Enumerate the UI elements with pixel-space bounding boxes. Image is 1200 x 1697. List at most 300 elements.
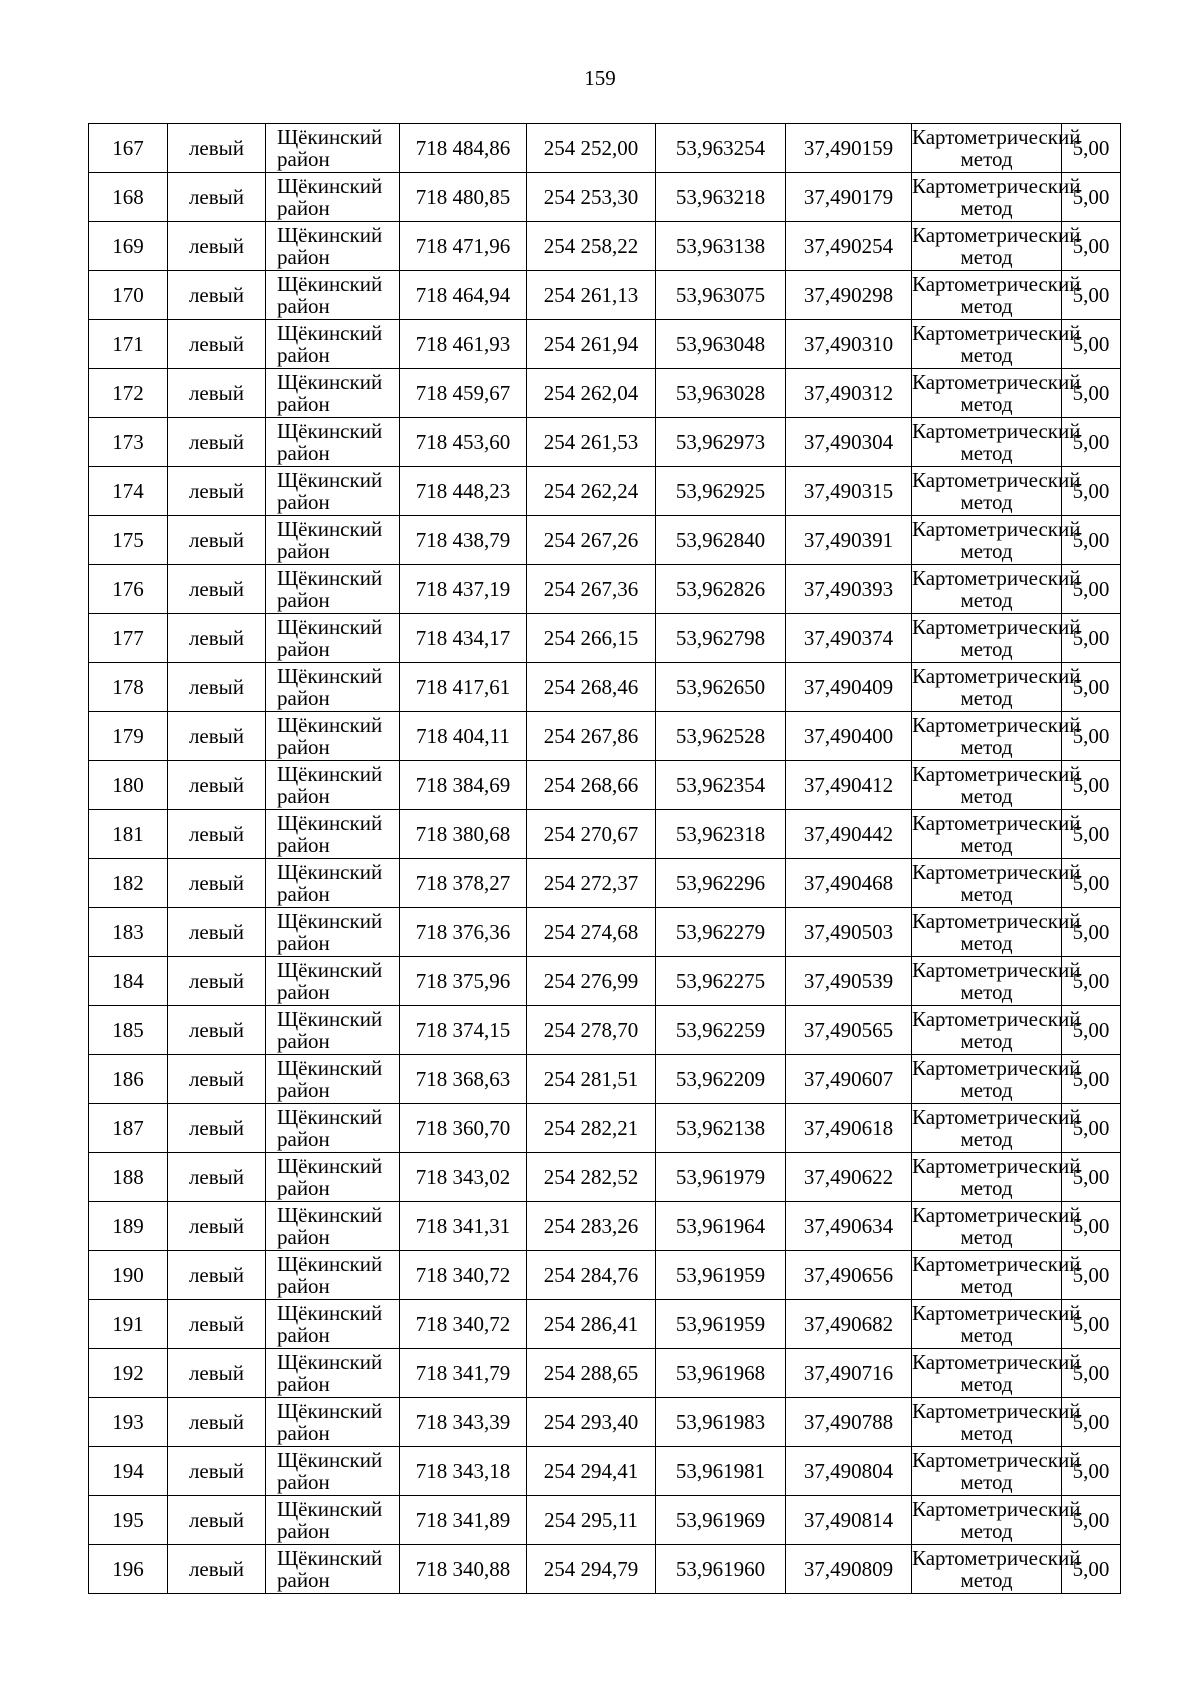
- cell-district: Щёкинский район: [266, 124, 400, 173]
- cell-coord-y: 254 281,51: [527, 1055, 656, 1104]
- cell-accuracy: 5,00: [1062, 1349, 1121, 1398]
- cell-coord-x: 718 340,88: [400, 1545, 527, 1594]
- cell-longitude: 37,490412: [786, 761, 912, 810]
- cell-point-number: 180: [89, 761, 168, 810]
- cell-coord-x: 718 340,72: [400, 1251, 527, 1300]
- cell-longitude: 37,490179: [786, 173, 912, 222]
- table-row: [89, 1153, 1121, 1202]
- cell-method: Картометрический метод: [912, 1252, 1081, 1298]
- cell-coord-y: 254 288,65: [527, 1349, 656, 1398]
- cell-point-number: 189: [89, 1202, 168, 1251]
- cell-side: левый: [168, 810, 266, 859]
- cell-longitude: 37,490716: [786, 1349, 912, 1398]
- cell-district: Щёкинский район: [266, 1104, 400, 1153]
- cell-coord-y: 254 294,79: [527, 1545, 656, 1594]
- cell-district: Щёкинский район: [266, 712, 400, 761]
- cell-coord-y: 254 274,68: [527, 908, 656, 957]
- cell-coord-y: 254 262,04: [527, 369, 656, 418]
- cell-side: левый: [168, 565, 266, 614]
- table-row: [89, 1006, 1121, 1055]
- cell-coord-x: 718 384,69: [400, 761, 527, 810]
- cell-accuracy: 5,00: [1062, 712, 1121, 761]
- table-row: [89, 1104, 1121, 1153]
- cell-coord-y: 254 261,53: [527, 418, 656, 467]
- table-row: [89, 565, 1121, 614]
- cell-coord-y: 254 261,13: [527, 271, 656, 320]
- cell-side: левый: [168, 271, 266, 320]
- cell-latitude: 53,962650: [656, 663, 786, 712]
- cell-district: Щёкинский район: [266, 1300, 400, 1349]
- cell-coord-y: 254 268,66: [527, 761, 656, 810]
- cell-district: Щёкинский район: [266, 222, 400, 271]
- cell-longitude: 37,490607: [786, 1055, 912, 1104]
- cell-method: Картометрический метод: [912, 811, 1081, 857]
- cell-accuracy: 5,00: [1062, 1006, 1121, 1055]
- cell-latitude: 53,962925: [656, 467, 786, 516]
- cell-coord-x: 718 438,79: [400, 516, 527, 565]
- cell-coord-x: 718 380,68: [400, 810, 527, 859]
- cell-district: Щёкинский район: [266, 320, 400, 369]
- cell-side: левый: [168, 712, 266, 761]
- cell-side: левый: [168, 859, 266, 908]
- cell-coord-x: 718 459,67: [400, 369, 527, 418]
- cell-method: Картометрический метод: [912, 1105, 1081, 1151]
- cell-longitude: 37,490310: [786, 320, 912, 369]
- cell-longitude: 37,490468: [786, 859, 912, 908]
- cell-accuracy: 5,00: [1062, 1447, 1121, 1496]
- table-row: [89, 1496, 1121, 1545]
- cell-accuracy: 5,00: [1062, 516, 1121, 565]
- cell-point-number: 168: [89, 173, 168, 222]
- table-row: [89, 369, 1121, 418]
- table-row: [89, 810, 1121, 859]
- cell-coord-x: 718 375,96: [400, 957, 527, 1006]
- cell-coord-x: 718 434,17: [400, 614, 527, 663]
- cell-coord-x: 718 437,19: [400, 565, 527, 614]
- table-row: [89, 1055, 1121, 1104]
- cell-latitude: 53,961981: [656, 1447, 786, 1496]
- cell-method: Картометрический метод: [912, 909, 1081, 955]
- cell-side: левый: [168, 1300, 266, 1349]
- table-row: [89, 1447, 1121, 1496]
- cell-method: Картометрический метод: [912, 419, 1081, 465]
- cell-accuracy: 5,00: [1062, 369, 1121, 418]
- cell-latitude: 53,962354: [656, 761, 786, 810]
- cell-side: левый: [168, 1055, 266, 1104]
- cell-point-number: 193: [89, 1398, 168, 1447]
- cell-longitude: 37,490442: [786, 810, 912, 859]
- cell-longitude: 37,490254: [786, 222, 912, 271]
- cell-side: левый: [168, 1153, 266, 1202]
- cell-longitude: 37,490374: [786, 614, 912, 663]
- cell-coord-x: 718 464,94: [400, 271, 527, 320]
- cell-district: Щёкинский район: [266, 271, 400, 320]
- cell-side: левый: [168, 1496, 266, 1545]
- cell-point-number: 191: [89, 1300, 168, 1349]
- cell-coord-y: 254 283,26: [527, 1202, 656, 1251]
- cell-side: левый: [168, 1251, 266, 1300]
- cell-method: Картометрический метод: [912, 664, 1081, 710]
- cell-point-number: 196: [89, 1545, 168, 1594]
- cell-method: Картометрический метод: [912, 1497, 1081, 1543]
- cell-district: Щёкинский район: [266, 908, 400, 957]
- cell-district: Щёкинский район: [266, 1349, 400, 1398]
- cell-longitude: 37,490409: [786, 663, 912, 712]
- cell-accuracy: 5,00: [1062, 761, 1121, 810]
- table-row: [89, 1545, 1121, 1594]
- cell-coord-y: 254 282,52: [527, 1153, 656, 1202]
- cell-longitude: 37,490634: [786, 1202, 912, 1251]
- cell-coord-x: 718 343,02: [400, 1153, 527, 1202]
- cell-point-number: 187: [89, 1104, 168, 1153]
- cell-side: левый: [168, 173, 266, 222]
- cell-method: Картометрический метод: [912, 223, 1081, 269]
- cell-latitude: 53,963254: [656, 124, 786, 173]
- cell-side: левый: [168, 320, 266, 369]
- cell-district: Щёкинский район: [266, 1153, 400, 1202]
- table-row: [89, 663, 1121, 712]
- cell-coord-x: 718 368,63: [400, 1055, 527, 1104]
- cell-coord-x: 718 378,27: [400, 859, 527, 908]
- cell-side: левый: [168, 663, 266, 712]
- cell-side: левый: [168, 222, 266, 271]
- cell-accuracy: 5,00: [1062, 1104, 1121, 1153]
- cell-district: Щёкинский район: [266, 565, 400, 614]
- table-row: [89, 859, 1121, 908]
- cell-method: Картометрический метод: [912, 1301, 1081, 1347]
- cell-accuracy: 5,00: [1062, 1496, 1121, 1545]
- cell-method: Картометрический метод: [912, 860, 1081, 906]
- cell-district: Щёкинский район: [266, 1545, 400, 1594]
- cell-method: Картометрический метод: [912, 272, 1081, 318]
- cell-point-number: 172: [89, 369, 168, 418]
- cell-latitude: 53,961969: [656, 1496, 786, 1545]
- cell-coord-x: 718 343,18: [400, 1447, 527, 1496]
- cell-method: Картометрический метод: [912, 517, 1081, 563]
- cell-longitude: 37,490400: [786, 712, 912, 761]
- cell-district: Щёкинский район: [266, 761, 400, 810]
- cell-side: левый: [168, 1006, 266, 1055]
- cell-side: левый: [168, 908, 266, 957]
- cell-point-number: 170: [89, 271, 168, 320]
- cell-district: Щёкинский район: [266, 1447, 400, 1496]
- cell-longitude: 37,490622: [786, 1153, 912, 1202]
- cell-method: Картометрический метод: [912, 468, 1081, 514]
- table-row: [89, 516, 1121, 565]
- cell-longitude: 37,490393: [786, 565, 912, 614]
- cell-coord-y: 254 284,76: [527, 1251, 656, 1300]
- table-body: [89, 124, 1121, 1594]
- cell-latitude: 53,961959: [656, 1300, 786, 1349]
- cell-method: Картометрический метод: [912, 713, 1081, 759]
- cell-side: левый: [168, 957, 266, 1006]
- cell-side: левый: [168, 1349, 266, 1398]
- cell-point-number: 167: [89, 124, 168, 173]
- cell-longitude: 37,490159: [786, 124, 912, 173]
- cell-longitude: 37,490565: [786, 1006, 912, 1055]
- cell-accuracy: 5,00: [1062, 1545, 1121, 1594]
- cell-district: Щёкинский район: [266, 516, 400, 565]
- cell-coord-x: 718 453,60: [400, 418, 527, 467]
- cell-latitude: 53,961983: [656, 1398, 786, 1447]
- cell-district: Щёкинский район: [266, 1398, 400, 1447]
- cell-latitude: 53,961968: [656, 1349, 786, 1398]
- cell-district: Щёкинский район: [266, 614, 400, 663]
- cell-side: левый: [168, 761, 266, 810]
- cell-coord-x: 718 341,89: [400, 1496, 527, 1545]
- cell-latitude: 53,961964: [656, 1202, 786, 1251]
- cell-latitude: 53,962973: [656, 418, 786, 467]
- cell-longitude: 37,490809: [786, 1545, 912, 1594]
- cell-longitude: 37,490788: [786, 1398, 912, 1447]
- cell-latitude: 53,962209: [656, 1055, 786, 1104]
- cell-method: Картометрический метод: [912, 1546, 1081, 1592]
- cell-longitude: 37,490503: [786, 908, 912, 957]
- cell-coord-y: 254 253,30: [527, 173, 656, 222]
- cell-district: Щёкинский район: [266, 369, 400, 418]
- cell-district: Щёкинский район: [266, 1055, 400, 1104]
- cell-side: левый: [168, 516, 266, 565]
- cell-method: Картометрический метод: [912, 321, 1081, 367]
- cell-coord-x: 718 341,31: [400, 1202, 527, 1251]
- cell-point-number: 178: [89, 663, 168, 712]
- cell-point-number: 195: [89, 1496, 168, 1545]
- table-row: [89, 908, 1121, 957]
- table-row: [89, 1202, 1121, 1251]
- cell-latitude: 53,963028: [656, 369, 786, 418]
- cell-accuracy: 5,00: [1062, 957, 1121, 1006]
- coordinates-table: [88, 123, 1121, 1594]
- cell-longitude: 37,490304: [786, 418, 912, 467]
- cell-latitude: 53,961960: [656, 1545, 786, 1594]
- cell-side: левый: [168, 1104, 266, 1153]
- cell-longitude: 37,490315: [786, 467, 912, 516]
- cell-accuracy: 5,00: [1062, 614, 1121, 663]
- cell-point-number: 183: [89, 908, 168, 957]
- cell-point-number: 179: [89, 712, 168, 761]
- cell-method: Картометрический метод: [912, 1350, 1081, 1396]
- cell-latitude: 53,962275: [656, 957, 786, 1006]
- cell-point-number: 190: [89, 1251, 168, 1300]
- cell-accuracy: 5,00: [1062, 1153, 1121, 1202]
- cell-district: Щёкинский район: [266, 173, 400, 222]
- cell-method: Картометрический метод: [912, 370, 1081, 416]
- cell-side: левый: [168, 1398, 266, 1447]
- cell-accuracy: 5,00: [1062, 1300, 1121, 1349]
- cell-point-number: 171: [89, 320, 168, 369]
- cell-latitude: 53,962798: [656, 614, 786, 663]
- cell-district: Щёкинский район: [266, 467, 400, 516]
- table-row: [89, 173, 1121, 222]
- cell-coord-y: 254 267,26: [527, 516, 656, 565]
- cell-district: Щёкинский район: [266, 1496, 400, 1545]
- cell-accuracy: 5,00: [1062, 1202, 1121, 1251]
- cell-point-number: 173: [89, 418, 168, 467]
- cell-accuracy: 5,00: [1062, 124, 1121, 173]
- cell-coord-x: 718 340,72: [400, 1300, 527, 1349]
- table-row: [89, 712, 1121, 761]
- cell-side: левый: [168, 124, 266, 173]
- cell-coord-y: 254 272,37: [527, 859, 656, 908]
- cell-method: Картометрический метод: [912, 1448, 1081, 1494]
- cell-method: Картометрический метод: [912, 1007, 1081, 1053]
- cell-coord-y: 254 258,22: [527, 222, 656, 271]
- table-row: [89, 1300, 1121, 1349]
- cell-longitude: 37,490656: [786, 1251, 912, 1300]
- cell-coord-x: 718 417,61: [400, 663, 527, 712]
- cell-coord-x: 718 484,86: [400, 124, 527, 173]
- cell-latitude: 53,962296: [656, 859, 786, 908]
- cell-coord-y: 254 270,67: [527, 810, 656, 859]
- cell-method: Картометрический метод: [912, 1154, 1081, 1200]
- cell-latitude: 53,962138: [656, 1104, 786, 1153]
- cell-district: Щёкинский район: [266, 1202, 400, 1251]
- table-row: [89, 1251, 1121, 1300]
- cell-accuracy: 5,00: [1062, 1251, 1121, 1300]
- cell-accuracy: 5,00: [1062, 1398, 1121, 1447]
- cell-coord-x: 718 343,39: [400, 1398, 527, 1447]
- cell-longitude: 37,490298: [786, 271, 912, 320]
- table-row: [89, 271, 1121, 320]
- cell-point-number: 185: [89, 1006, 168, 1055]
- cell-coord-y: 254 293,40: [527, 1398, 656, 1447]
- cell-method: Картометрический метод: [912, 762, 1081, 808]
- cell-latitude: 53,962279: [656, 908, 786, 957]
- cell-accuracy: 5,00: [1062, 222, 1121, 271]
- cell-accuracy: 5,00: [1062, 908, 1121, 957]
- cell-latitude: 53,963218: [656, 173, 786, 222]
- cell-method: Картометрический метод: [912, 1056, 1081, 1102]
- cell-accuracy: 5,00: [1062, 467, 1121, 516]
- cell-side: левый: [168, 418, 266, 467]
- cell-longitude: 37,490312: [786, 369, 912, 418]
- cell-point-number: 176: [89, 565, 168, 614]
- cell-coord-x: 718 471,96: [400, 222, 527, 271]
- cell-coord-y: 254 252,00: [527, 124, 656, 173]
- cell-point-number: 186: [89, 1055, 168, 1104]
- cell-coord-y: 254 261,94: [527, 320, 656, 369]
- cell-accuracy: 5,00: [1062, 663, 1121, 712]
- cell-latitude: 53,962528: [656, 712, 786, 761]
- cell-coord-x: 718 461,93: [400, 320, 527, 369]
- cell-district: Щёкинский район: [266, 1006, 400, 1055]
- cell-longitude: 37,490814: [786, 1496, 912, 1545]
- cell-coord-x: 718 404,11: [400, 712, 527, 761]
- table-row: [89, 1349, 1121, 1398]
- cell-latitude: 53,963048: [656, 320, 786, 369]
- cell-coord-y: 254 276,99: [527, 957, 656, 1006]
- table-row: [89, 467, 1121, 516]
- cell-coord-y: 254 286,41: [527, 1300, 656, 1349]
- cell-coord-y: 254 267,86: [527, 712, 656, 761]
- cell-coord-y: 254 294,41: [527, 1447, 656, 1496]
- cell-latitude: 53,961979: [656, 1153, 786, 1202]
- cell-method: Картометрический метод: [912, 566, 1081, 612]
- cell-district: Щёкинский район: [266, 957, 400, 1006]
- cell-longitude: 37,490618: [786, 1104, 912, 1153]
- cell-latitude: 53,962318: [656, 810, 786, 859]
- cell-coord-x: 718 341,79: [400, 1349, 527, 1398]
- cell-point-number: 174: [89, 467, 168, 516]
- cell-point-number: 175: [89, 516, 168, 565]
- cell-coord-x: 718 448,23: [400, 467, 527, 516]
- cell-accuracy: 5,00: [1062, 271, 1121, 320]
- cell-accuracy: 5,00: [1062, 565, 1121, 614]
- table-row: [89, 957, 1121, 1006]
- cell-district: Щёкинский район: [266, 859, 400, 908]
- cell-method: Картометрический метод: [912, 1203, 1081, 1249]
- cell-accuracy: 5,00: [1062, 810, 1121, 859]
- cell-coord-x: 718 480,85: [400, 173, 527, 222]
- cell-coord-y: 254 282,21: [527, 1104, 656, 1153]
- cell-method: Картометрический метод: [912, 615, 1081, 661]
- cell-latitude: 53,963075: [656, 271, 786, 320]
- cell-latitude: 53,963138: [656, 222, 786, 271]
- cell-coord-y: 254 267,36: [527, 565, 656, 614]
- cell-coord-y: 254 266,15: [527, 614, 656, 663]
- cell-point-number: 184: [89, 957, 168, 1006]
- table-row: [89, 614, 1121, 663]
- cell-coord-x: 718 374,15: [400, 1006, 527, 1055]
- cell-side: левый: [168, 1202, 266, 1251]
- cell-district: Щёкинский район: [266, 418, 400, 467]
- cell-accuracy: 5,00: [1062, 173, 1121, 222]
- table-row: [89, 320, 1121, 369]
- cell-longitude: 37,490391: [786, 516, 912, 565]
- cell-side: левый: [168, 369, 266, 418]
- cell-coord-y: 254 262,24: [527, 467, 656, 516]
- cell-accuracy: 5,00: [1062, 1055, 1121, 1104]
- cell-latitude: 53,961959: [656, 1251, 786, 1300]
- cell-coord-x: 718 376,36: [400, 908, 527, 957]
- cell-side: левый: [168, 467, 266, 516]
- table-row: [89, 418, 1121, 467]
- cell-coord-x: 718 360,70: [400, 1104, 527, 1153]
- table-row: [89, 222, 1121, 271]
- cell-point-number: 182: [89, 859, 168, 908]
- cell-district: Щёкинский район: [266, 1251, 400, 1300]
- cell-coord-y: 254 295,11: [527, 1496, 656, 1545]
- cell-district: Щёкинский район: [266, 810, 400, 859]
- cell-side: левый: [168, 1545, 266, 1594]
- cell-point-number: 194: [89, 1447, 168, 1496]
- cell-point-number: 177: [89, 614, 168, 663]
- cell-longitude: 37,490539: [786, 957, 912, 1006]
- cell-method: Картометрический метод: [912, 125, 1081, 171]
- cell-latitude: 53,962840: [656, 516, 786, 565]
- cell-point-number: 188: [89, 1153, 168, 1202]
- cell-method: Картометрический метод: [912, 1399, 1081, 1445]
- cell-coord-y: 254 268,46: [527, 663, 656, 712]
- cell-method: Картометрический метод: [912, 958, 1081, 1004]
- cell-accuracy: 5,00: [1062, 859, 1121, 908]
- cell-point-number: 169: [89, 222, 168, 271]
- table-row: [89, 761, 1121, 810]
- cell-longitude: 37,490682: [786, 1300, 912, 1349]
- cell-side: левый: [168, 614, 266, 663]
- cell-side: левый: [168, 1447, 266, 1496]
- cell-coord-y: 254 278,70: [527, 1006, 656, 1055]
- cell-accuracy: 5,00: [1062, 320, 1121, 369]
- cell-latitude: 53,962259: [656, 1006, 786, 1055]
- cell-accuracy: 5,00: [1062, 418, 1121, 467]
- cell-longitude: 37,490804: [786, 1447, 912, 1496]
- table-row: [89, 1398, 1121, 1447]
- cell-district: Щёкинский район: [266, 663, 400, 712]
- cell-method: Картометрический метод: [912, 174, 1081, 220]
- page-number: 159: [584, 66, 616, 90]
- cell-point-number: 192: [89, 1349, 168, 1398]
